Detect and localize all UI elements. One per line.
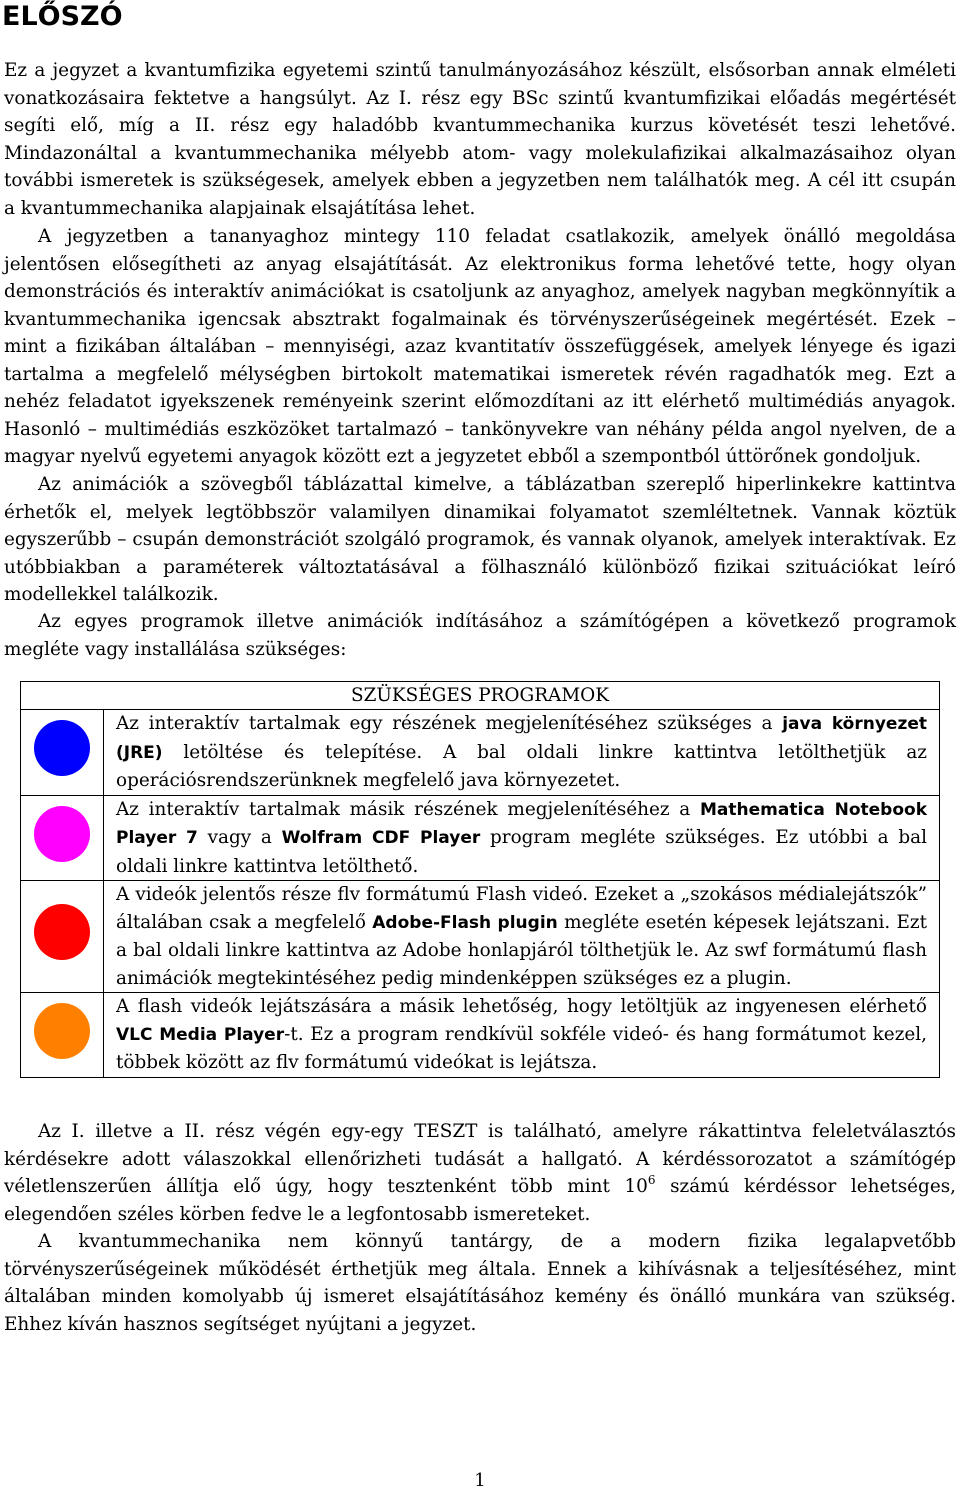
vlc-link-dot[interactable] — [34, 1003, 90, 1059]
outro-paragraph-2: A kvantummechanika nem könnyű tantárgy, de a modern fizika legalapvetőbb törvényszerűségeinek működését érthetjük meg általa. Ennek a kihívásnak a teljesítéséhez, mint általában minden komolyabb új ismeret elsajátításához kemény és önálló munkára van szükség. Ehhez kíván hasznos segítséget nyújtani a jegyzet. — [4, 1231, 956, 1335]
table-header: SZÜKSÉGES PROGRAMOK — [21, 682, 940, 710]
outro-paragraph-1: Az I. illetve a II. rész végén egy-egy TESZT is található, amelyre rákattintva feleletválasztós kérdésekre adott válaszokkal ellenőrizheti tudását a hallgató. A kérdéssorozatot a számítógép véletlenszerűen állítja elő úgy, hogy tesztenként több mint $10^6$ számú kérdéssor lehetséges, elegendően széles körben fedve le a legfontosabb ismereteket. — [4, 1121, 956, 1225]
required-programs-table — [20, 681, 940, 1078]
table-header-row — [21, 682, 940, 710]
table-row-java — [21, 710, 940, 796]
intro-paragraph-3: Az animációk a szövegből táblázattal kimelve, a táblázatban szereplő hiperlinkekre kattintva érhetők el, melyek legtöbbször valamilyen dinamikai folyamatot szemléltetnek. Vannak köztük egyszerűbb – csupán demonstrációt szolgáló programok, és vannak olyanok, amelyek interaktívak. Ez utóbbiakban a paraméterek változtatásával a fölhasználó különböző fizikai szituációkat leíró modellekkel találkozik. — [4, 474, 956, 605]
mathematica-highlight: Mathematica Notebook Player 7 — [116, 799, 927, 848]
flash-description: A videók jelentős része flv formátumú Flash videó. Ezeket a „szokásos médialejátszók” általában csak a megfelelő Adobe-Flash plugin megléte esetén képesek lejátszani. Ezt a bal oldali linkre kattintva az Adobe honlapjáról tölthetjük le. Az swf formátumú flash animációk megtekintéséhez pedig mindenképpen szükséges ez a plugin. — [104, 881, 940, 993]
intro-paragraph-1: Ez a jegyzet a kvantumfizika egyetemi szintű tanulmányozásához készült, elsősorban annak elméleti vonatkozásaira fektetve a hangsúlyt. Az I. rész egy BSc szintű kvantumfizikai előadás megértését segíti elő, míg a II. rész egy haladóbb kvantummechanika kurzus követését teszi lehetővé. Mindazonáltal a kvantummechanika mélyebb atom- vagy molekulafizikai alkalmazásaihoz olyan további ismeretek is szükségesek, amelyek ebben a jegyzetben nem találhatók meg. A cél itt csupán a kvantummechanika alapjainak elsajátítása lehet. — [4, 60, 956, 219]
java-description: Az interaktív tartalmak egy részének megjelenítéséhez szükséges a java környezet (JRE) letöltése és telepítése. A bal oldali linkre kattintva letölthetjük az operációsrendszerünknek megfelelő java környezetet. — [104, 710, 940, 796]
vlc-description: A flash videók lejátszására a másik lehetőség, hogy letöltjük az ingyenesen elérhető VLC Media Player-t. Ez a program rendkívül sokféle videó- és hang formátumot kezel, többek között az flv formátumú videókat is lejátsza. — [104, 993, 940, 1078]
java-link-dot[interactable] — [34, 720, 90, 776]
table-row-vlc — [21, 993, 940, 1078]
page-number: 1 — [474, 1470, 486, 1491]
vlc-highlight: VLC Media Player — [116, 1024, 285, 1045]
mathematica-description: Az interaktív tartalmak másik részének megjelenítéséhez a Mathematica Notebook Player 7 vagy a Wolfram CDF Player program megléte szükséges. Ez utóbbi a bal oldali linkre kattintva letölthető. — [104, 795, 940, 881]
flash-link-dot[interactable] — [34, 904, 90, 960]
intro-paragraph-2: A jegyzetben a tananyaghoz mintegy 110 feladat csatlakozik, amelyek önálló megoldása jelentősen elősegítheti az anyag elsajátítását. Az elektronikus forma lehetővé tette, hogy olyan demonstrációs és interaktív animációkat is csatoljunk az anyaghoz, amelyek nagyban megkönnyítik a kvantummechanika igencsak absztrakt fogalmainak és törvényszerűségeinek megértését. Ezek – mint a fizikában általában – mennyiségi, azaz kvantitatív összefüggések, amelyek lényege és igazi tartalma a megfelelő mélységben birtokolt matematikai ismeretek révén ragadhatók meg. Ezt a nehéz feladatot igyekszenek reményeink szerint előmozdítani az itt elérhető multimédiás anyagok. Hasonló – multimédiás eszközöket tartalmazó – tankönyvekre van néhány példa angol nyelven, de a magyar nyelvű egyetemi anyagok között ezt a jegyzetet ebből a szempontból úttörőnek gondoljuk. — [4, 226, 956, 467]
cdf-player-highlight: Wolfram CDF Player — [281, 828, 481, 848]
table-row-flash — [21, 881, 940, 993]
intro-paragraph-4: Az egyes programok illetve animációk indításához a számítógépen a következő programok megléte vagy installálása szükséges: — [4, 611, 956, 660]
vlc-link-cell[interactable] — [21, 993, 104, 1078]
exponent: 6 — [647, 1173, 656, 1187]
flash-highlight: Adobe-Flash plugin — [372, 912, 558, 933]
mathematica-link-dot[interactable] — [34, 806, 90, 862]
table-row-mathematica — [21, 795, 940, 881]
mathematica-link-cell[interactable] — [21, 795, 104, 881]
java-link-cell[interactable] — [21, 710, 104, 796]
page-title: ELŐSZÓ — [2, 1, 123, 32]
flash-link-cell[interactable] — [21, 881, 104, 993]
java-highlight: java környezet (JRE) — [116, 714, 928, 763]
